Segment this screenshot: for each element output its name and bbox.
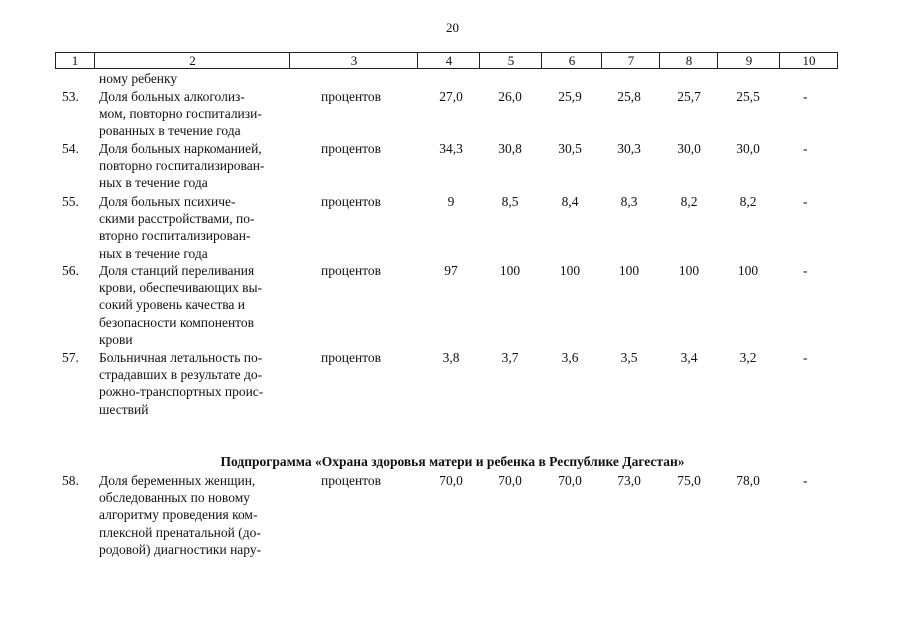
value-col4: 34,3 [439,141,463,156]
value-col8: 25,7 [677,89,701,104]
value-col10: - [803,473,808,488]
value-col7: 100 [618,263,640,278]
header-cell-7: 7 [601,53,660,68]
indicator-name: Доля станций переливания крови, обеспечивающих вы- сокий уровень качества и безопасности компонентов крови [99,263,263,347]
value-col6: 25,9 [558,89,582,104]
indicator-name: Доля больных психиче- скими расстройствами, по- вторно госпитализирован- ных в течение года [99,194,255,261]
value-col4: 70,0 [439,473,463,488]
header-cell-3: 3 [289,53,418,68]
unit-cell: процентов [321,473,382,488]
value-col5: 3,7 [501,350,519,365]
table-header-row [55,52,838,69]
value-col4: 9 [447,194,455,209]
value-col5: 30,8 [498,141,522,156]
value-col7: 3,5 [620,350,638,365]
row-number: 56. [62,263,79,278]
value-col10: - [803,89,808,104]
value-col8: 75,0 [677,473,701,488]
page-number: 20 [446,20,459,35]
value-col6: 100 [559,263,581,278]
header-cell-1: 1 [71,53,79,68]
header-cell-2: 2 [94,53,290,68]
value-col9: 25,5 [736,89,760,104]
header-cell-8: 8 [659,53,718,68]
value-col8: 8,2 [680,194,698,209]
value-col9: 30,0 [736,141,760,156]
value-col7: 25,8 [617,89,641,104]
value-col4: 3,8 [442,350,460,365]
value-col10: - [803,141,808,156]
value-col8: 3,4 [680,350,698,365]
header-cell-10: 10 [779,53,838,68]
indicator-name: Доля беременных женщин, обследованных по новому алгоритму проведения ком- плексной пренатальной (до- родовой) диагностики нару- [99,473,262,557]
continued-row-text: ному ребенку [99,71,178,86]
header-cell-9: 9 [717,53,780,68]
unit-cell: процентов [321,194,382,209]
header-cell-4: 4 [417,53,480,68]
unit-cell: процентов [321,263,382,278]
unit-cell: процентов [321,141,382,156]
indicator-name: Доля больных алкоголиз- мом, повторно госпитализи- рованных в течение года [99,89,262,139]
value-col10: - [803,194,808,209]
value-col5: 26,0 [498,89,522,104]
row-number: 58. [62,473,79,488]
indicator-name: Больничная летальность по- страдавших в результате до- рожно-транспортных проис- шествий [99,350,264,417]
value-col9: 8,2 [739,194,757,209]
value-col8: 100 [678,263,700,278]
value-col6: 3,6 [561,350,579,365]
value-col5: 100 [499,263,521,278]
value-col6: 30,5 [558,141,582,156]
value-col6: 8,4 [561,194,579,209]
row-number: 53. [62,89,79,104]
unit-cell: процентов [321,350,382,365]
value-col4: 27,0 [439,89,463,104]
value-col7: 73,0 [617,473,641,488]
value-col4: 97 [444,263,458,278]
unit-cell: процентов [321,89,382,104]
value-col9: 3,2 [739,350,757,365]
row-number: 54. [62,141,79,156]
value-col10: - [803,350,808,365]
value-col6: 70,0 [558,473,582,488]
value-col8: 30,0 [677,141,701,156]
value-col5: 8,5 [501,194,519,209]
value-col7: 8,3 [620,194,638,209]
value-col9: 100 [737,263,759,278]
value-col9: 78,0 [736,473,760,488]
value-col5: 70,0 [498,473,522,488]
indicator-name: Доля больных наркоманией, повторно госпитализирован- ных в течение года [99,141,265,191]
row-number: 55. [62,194,79,209]
value-col7: 30,3 [617,141,641,156]
row-number: 57. [62,350,79,365]
value-col10: - [803,263,808,278]
header-cell-6: 6 [541,53,602,68]
header-cell-5: 5 [479,53,542,68]
subprogram-title: Подпрограмма «Охрана здоровья матери и ребенка в Республике Дагестан» [220,454,685,469]
